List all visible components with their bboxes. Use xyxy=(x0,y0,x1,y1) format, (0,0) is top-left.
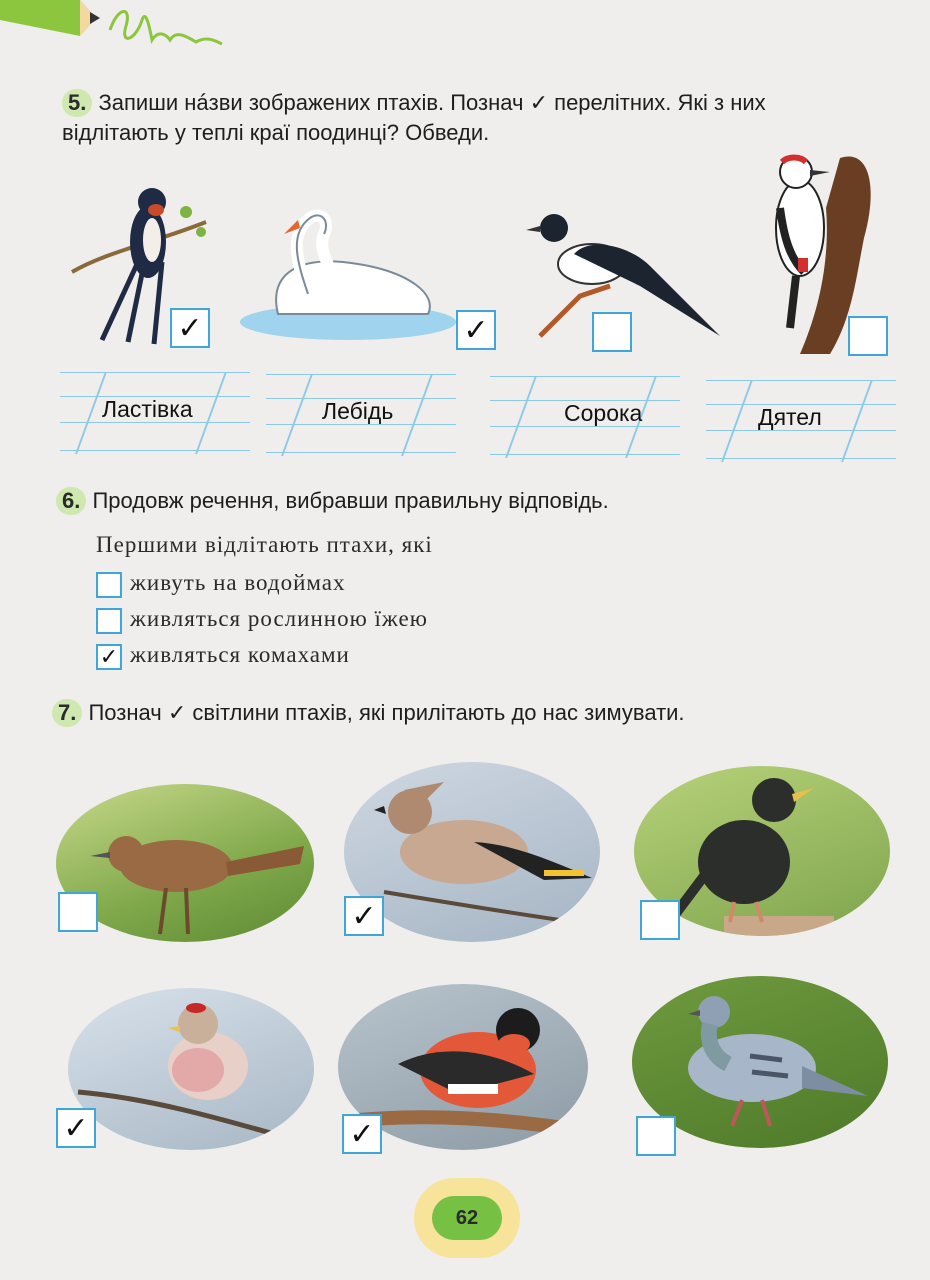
option-check-box-1[interactable] xyxy=(96,572,122,598)
task6-number: 6. xyxy=(56,487,86,515)
bird-check-box-woodpecker[interactable] xyxy=(848,316,888,356)
bird-name-magpie: Сорока xyxy=(564,400,643,426)
page-number: 62 xyxy=(432,1196,502,1240)
task5-text-line1: Запиши нáзви зображених птахів. Познач ✓ перелітних. Які з них xyxy=(98,90,766,115)
option-label-1: живуть на водоймах xyxy=(130,570,346,595)
pencil-decoration-icon xyxy=(0,0,240,70)
option-check-box-2[interactable] xyxy=(96,608,122,634)
photo-check-box-5[interactable]: ✓ xyxy=(342,1114,382,1154)
swan-illustration xyxy=(238,194,458,354)
task5-number: 5. xyxy=(62,89,92,117)
task7-number: 7. xyxy=(52,699,82,727)
bird-name-swan: Лебідь xyxy=(322,398,394,424)
task7-text: Познач ✓ світлини птахів, які прилітають до нас зимувати. xyxy=(88,700,685,725)
task5-text-line2: відлітають у теплі краї поодинці? Обведи. xyxy=(62,120,490,145)
photo-check-box-1[interactable] xyxy=(58,892,98,932)
bird-check-box-magpie[interactable] xyxy=(592,312,632,352)
photo-check-box-3[interactable] xyxy=(640,900,680,940)
task6-heading xyxy=(56,486,906,516)
task5-heading xyxy=(62,88,912,148)
bird-check-box-swallow[interactable]: ✓ xyxy=(170,308,210,348)
photo-check-box-4[interactable]: ✓ xyxy=(56,1108,96,1148)
option-check-box-3[interactable]: ✓ xyxy=(96,644,122,670)
redpoll-bird-icon xyxy=(68,988,314,1150)
photo-redpoll xyxy=(68,988,314,1150)
option-label-3: живляться комахами xyxy=(130,642,350,667)
bird-name-woodpecker: Дятел xyxy=(758,404,822,430)
task6-text: Продовж речення, вибравши правильну відповідь. xyxy=(92,488,609,513)
bird-check-box-swan[interactable]: ✓ xyxy=(456,310,496,350)
task6-stem: Першими відлітають птахи, які xyxy=(96,532,433,557)
bird-name-swallow: Ластівка xyxy=(102,396,193,422)
option-label-2: живляться рослинною їжею xyxy=(130,606,428,631)
photo-check-box-6[interactable] xyxy=(636,1116,676,1156)
task7-heading xyxy=(52,698,912,728)
photo-check-box-2[interactable]: ✓ xyxy=(344,896,384,936)
